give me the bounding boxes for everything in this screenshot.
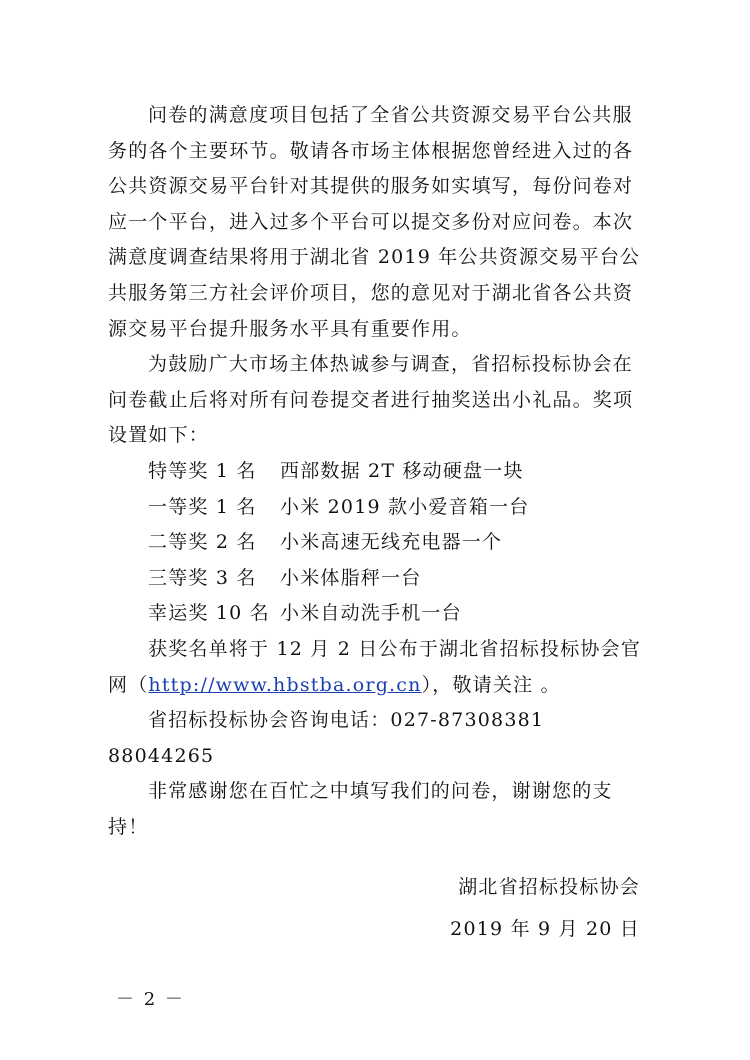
prize-name: 一等奖 1 名 (148, 495, 257, 518)
prize-desc: 小米高速无线充电器一个 (280, 531, 503, 554)
prize-desc: 小米体脂秤一台 (280, 566, 422, 589)
prize-name: 特等奖 1 名 (148, 459, 257, 482)
prize-desc: 小米自动洗手机一台 (280, 602, 462, 625)
prize-row (108, 596, 648, 632)
signature-org: 湖北省招标投标协会 (458, 876, 640, 898)
prize-name: 幸运奖 10 名 (148, 602, 270, 625)
lottery-paragraph: 为鼓励广大市场主体热诚参与调查，省招标投标协会在问卷截止后将对所有问卷提交者进行抽奖送出小礼品。奖项设置如下： (108, 353, 634, 447)
website-link[interactable]: http://www.hbstba.org.cn (148, 673, 422, 696)
intro-paragraph: 问卷的满意度项目包括了全省公共资源交易平台公共服务的各个主要环节。敬请各市场主体根据您曾经进入过的各公共资源交易平台针对其提供的服务如实填写，每份问卷对应一个平台，进入过多个平台可以提交多份对应问卷。本次满意度调查结果将用于湖北省 2019 年公共资源交易平台公共服务第三方社会评价项目，您的意见对于湖北省各公共资源交易平台提升服务水平具有重要作用。 (108, 104, 641, 340)
prize-row (108, 561, 648, 597)
page-number: － 2 － (116, 989, 185, 1010)
prize-row (108, 454, 648, 490)
prize-desc: 小米 2019 款小爱音箱一台 (280, 495, 530, 518)
prize-row (108, 490, 648, 526)
prize-row (108, 525, 648, 561)
document-body (108, 98, 648, 845)
signature-date: 2019 年 9 月 20 日 (450, 918, 640, 940)
contact-line: 省招标投标协会咨询电话：027-87308381 88044265 (108, 709, 545, 767)
announcement-text-before: 获奖名单将于 12 月 2 日公布于湖北省招标投标协会官网（ (108, 637, 642, 696)
prize-desc: 西部数据 2T 移动硬盘一块 (280, 459, 524, 482)
prize-name: 三等奖 3 名 (148, 566, 257, 589)
signature-block (450, 866, 640, 950)
prize-name: 二等奖 2 名 (148, 531, 257, 554)
announcement-text-after: ），敬请关注 。 (421, 673, 561, 696)
announcement-paragraph (108, 632, 648, 703)
thanks-paragraph: 非常感谢您在百忙之中填写我们的问卷，谢谢您的支持！ (108, 780, 613, 838)
